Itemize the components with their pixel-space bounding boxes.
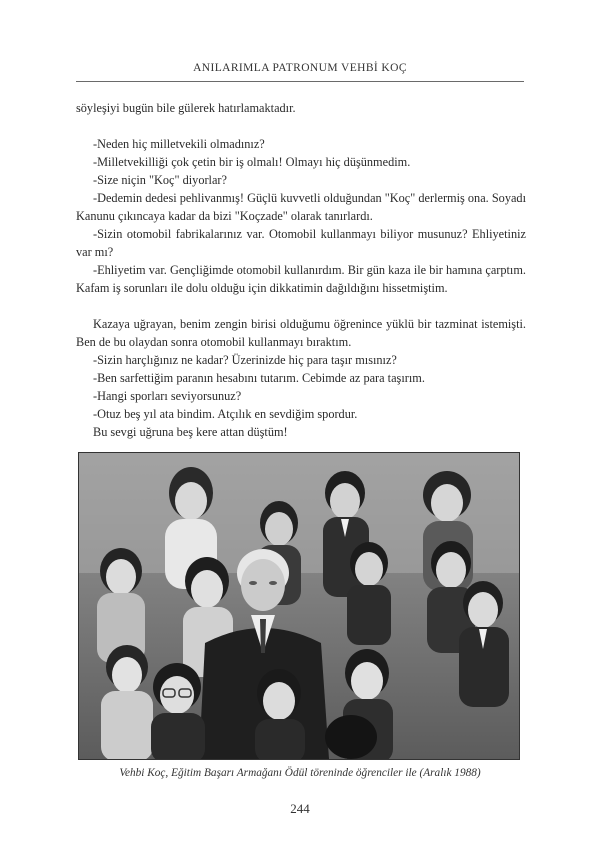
dialog-line: -Ehliyetim var. Gençliğimde otomobil kullanırdım. Bir gün kaza ile bir hamına çarptım. Kafam iş sorunları ile dolu olduğu için dikkatimin dağıldığını hissetmiştim. bbox=[76, 263, 526, 295]
photo-illustration bbox=[79, 453, 519, 759]
header-rule bbox=[76, 81, 524, 82]
dialog-line: -Hangi sporları seviyorsunuz? bbox=[93, 389, 242, 403]
page-number: 244 bbox=[290, 801, 310, 816]
photo-caption: Vehbi Koç, Eğitim Başarı Armağanı Ödül töreninde öğrenciler ile (Aralık 1988) bbox=[119, 767, 481, 779]
child-figure bbox=[97, 548, 145, 663]
child-figure bbox=[325, 715, 377, 759]
paragraph-gap bbox=[76, 117, 526, 135]
paragraph: Kazaya uğrayan, benim zengin birisi olduğumu öğrenince yüklü bir tazminat istemişti. Ben de bu olaydan sonra otomobil kullanmayı bıraktım. bbox=[76, 317, 526, 349]
group-photo bbox=[78, 452, 520, 760]
dialog-line: -Otuz beş yıl ata bindim. Atçılık en sevdiğim spordur. bbox=[93, 407, 358, 421]
dialog-line: Bu sevgi uğruna beş kere attan düştüm! bbox=[93, 425, 288, 439]
running-head: ANILARIMLA PATRONUM VEHBİ KOÇ bbox=[193, 62, 407, 74]
dialog-line: -Sizin otomobil fabrikalarınız var. Otomobil kullanmayı biliyor musunuz? Ehliyetiniz var mı? bbox=[76, 227, 526, 259]
dialog-line: -Milletvekilliği çok çetin bir iş olmalı! Olmayı hiç düşünmedim. bbox=[93, 155, 411, 169]
child-figure bbox=[459, 581, 509, 707]
dialog-line: -Size niçin "Koç" diyorlar? bbox=[93, 173, 227, 187]
child-figure bbox=[347, 542, 391, 645]
paragraph-gap bbox=[76, 297, 526, 315]
body-text bbox=[76, 99, 526, 441]
dialog-line: -Dedemin dedesi pehlivanmış! Güçlü kuvvetli olduğundan "Koç" derlermiş ona. Soyadı Kanunu çıkıncaya kadar da bizi "Koçzade" olarak tanırlardı. bbox=[76, 191, 526, 223]
dialog-line: -Ben sarfettiğim paranın hesabını tutarım. Cebimde az para taşırım. bbox=[93, 371, 425, 385]
dialog-line: -Neden hiç milletvekili olmadınız? bbox=[93, 137, 265, 151]
child-figure bbox=[101, 645, 153, 759]
dialog-line: -Sizin harçlığınız ne kadar? Üzerinizde hiç para taşır mısınız? bbox=[93, 353, 397, 367]
paragraph: söyleşiyi bugün bile gülerek hatırlamaktadır. bbox=[76, 101, 296, 115]
